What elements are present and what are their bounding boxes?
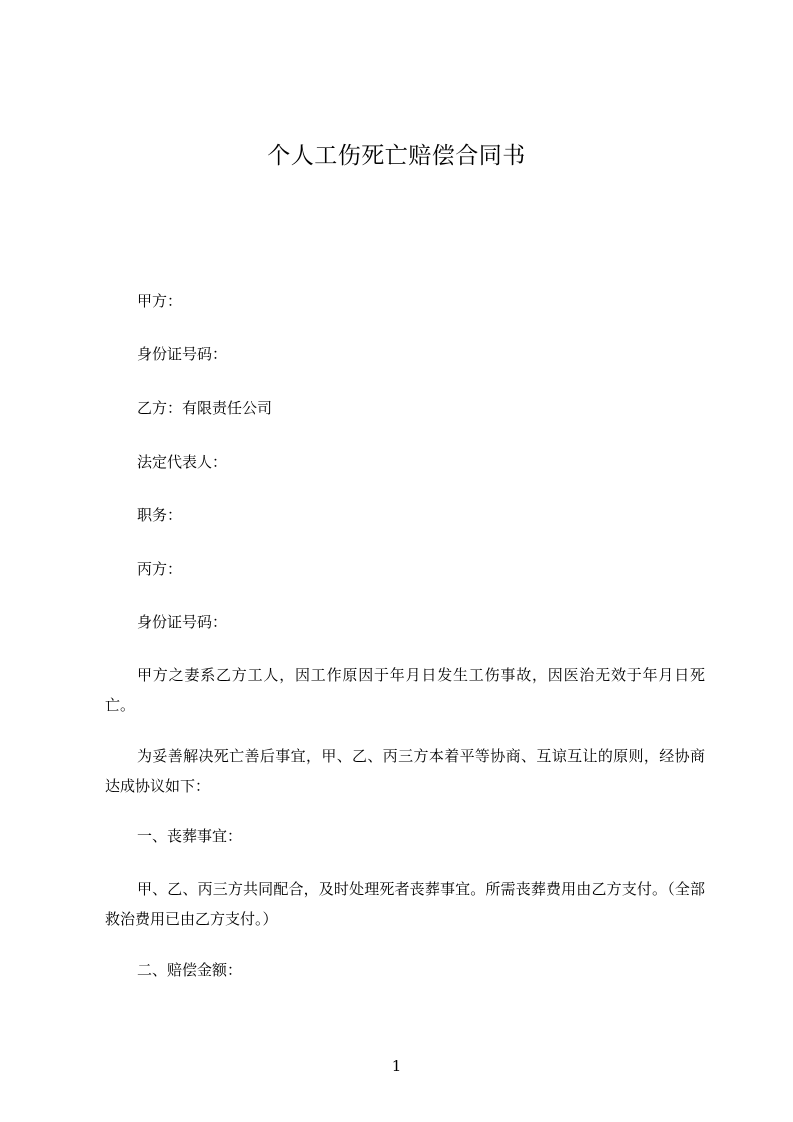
section-compensation-heading: 二、赔偿金额：: [137, 961, 243, 979]
document-title: 个人工伤死亡赔偿合同书: [267, 143, 526, 169]
position-label: 职务：: [137, 506, 183, 524]
paragraph-agreement-intro: 为妥善解决死亡善后事宜，甲、乙、丙三方本着平等协商、互谅互让的原则，经协商达成协议如下：: [105, 747, 705, 795]
paragraph-incident: 甲方之妻系乙方工人，因工作原因于年月日发生工伤事故，因医治无效于年月日死亡。: [105, 666, 705, 714]
party-b-label: 乙方：有限责任公司: [137, 399, 273, 417]
page-number: 1: [391, 1057, 402, 1075]
party-a-id-number-label: 身份证号码：: [137, 345, 228, 363]
paragraph-funeral: 甲、乙、丙三方共同配合，及时处理死者丧葬事宜。所需丧葬费用由乙方支付。（全部救治费用已由乙方支付。）: [105, 880, 705, 928]
party-c-id-number-label: 身份证号码：: [137, 613, 228, 631]
party-c-label: 丙方：: [137, 560, 183, 578]
party-a-label: 甲方：: [137, 292, 183, 310]
section-funeral-heading: 一、丧葬事宜：: [137, 827, 243, 845]
legal-representative-label: 法定代表人：: [137, 453, 228, 471]
